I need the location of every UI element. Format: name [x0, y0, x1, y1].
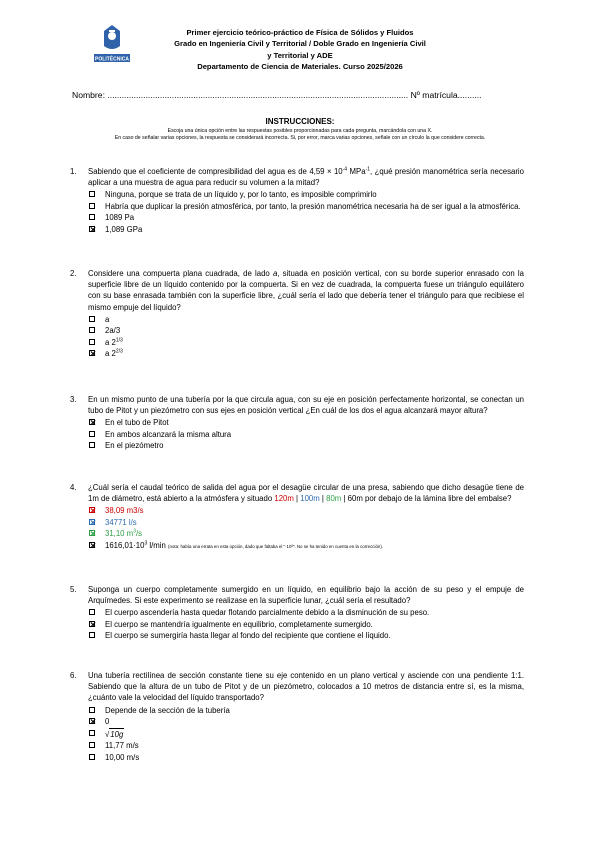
option-a[interactable]: 38,09 m3/s	[88, 505, 524, 517]
upm-logo	[90, 22, 134, 66]
option-b[interactable]: El cuerpo se mantendría igualmente en equilibrio, completamente sumergido.	[88, 619, 524, 631]
checkbox-checked[interactable]	[89, 621, 95, 627]
checkbox-checked[interactable]	[89, 507, 95, 513]
question-number: 5.	[70, 585, 77, 594]
question-number: 1.	[70, 167, 77, 176]
question-text: Suponga un cuerpo completamente sumergido en un líquido, en equilibrio bajo la acción de su peso y el empuje de Arquímedes. Si este experimento se realizase en la superficie lunar, ¿cuál sería el resultado?	[88, 585, 524, 606]
option-d[interactable]: $1616,01\cdot 10^3$ l/min (nota: había una errata en esta opción, dado que faltaba el "·10³". No se ha tenido en cuenta en la corrección).	[88, 540, 524, 553]
checkbox[interactable]	[89, 327, 95, 333]
question-text: En un mismo punto de una tubería por la que circula agua, con su eje en posición perfectamente horizontal, se conectan un tubo de Pitot y un piezómetro con sus ejes en posición vertical ¿En cuál de los dos el agua alcanzará mayor altura?	[88, 395, 524, 416]
option-e[interactable]: 10,00 m/s	[88, 752, 524, 764]
option-c[interactable]: 1089 Pa	[88, 212, 524, 224]
checkbox[interactable]	[89, 742, 95, 748]
question-text: Sabiendo que el coeficiente de compresibilidad del agua es de $4,59 \times 10^{-4}$ MPa$^{-1}$, ¿qué presión manométrica sería necesario aplicar a una muestra de agua para reducir su volumen a la mitad?	[88, 166, 525, 188]
option-d[interactable]: a $2^{2/3}$	[88, 348, 524, 360]
option-b[interactable]: En ambos alcanzará la misma altura	[88, 429, 524, 441]
question-text: Una tubería rectilínea de sección constante tiene su eje contenido en un plano vertical y asciende con una pendiente 1:1. Sabiendo que la altura de un tubo de Pitot y de un piezómetro, colocados a 10 metros de distancia entre sí, es la misma, ¿cuánto vale la velocidad del líquido transportado?	[88, 671, 524, 703]
checkbox[interactable]	[89, 707, 95, 713]
sqrt-radicand: 10g	[110, 729, 124, 739]
instructions-title: INSTRUCCIONES:	[265, 117, 335, 126]
question-2	[70, 268, 524, 360]
question-1	[70, 166, 525, 235]
checkbox[interactable]	[89, 431, 95, 437]
question-number: 4.	[70, 483, 77, 492]
checkbox-checked[interactable]	[89, 542, 95, 548]
nombre-matricula-line[interactable]: Nombre: .............................................................................................................................. Nº matrícula..........	[72, 90, 482, 100]
sqrt-symbol: √	[105, 729, 110, 739]
option-a[interactable]: Ninguna, porque se trata de un líquido y, por lo tanto, es imposible comprimirlo	[88, 189, 524, 201]
checkbox[interactable]	[89, 339, 95, 345]
option-d[interactable]: 11,77 m/s	[88, 740, 524, 752]
instructions-text	[70, 128, 530, 141]
option-c[interactable]: a $2^{1/3}$	[88, 337, 524, 349]
header-line-4: Departamento de Ciencia de Materiales. Curso 2025/2026	[197, 61, 403, 71]
checkbox[interactable]	[89, 609, 95, 615]
option-c[interactable]: En el piezómetro	[88, 440, 524, 452]
option-b[interactable]: 34771 l/s	[88, 517, 524, 529]
option-b[interactable]: 0	[88, 716, 524, 728]
document-header	[135, 27, 465, 72]
logo-text: POLITÉCNICA	[95, 56, 129, 63]
checkbox-checked[interactable]	[89, 530, 95, 536]
checkbox[interactable]	[89, 203, 95, 209]
option-a[interactable]: a	[88, 314, 524, 326]
checkbox[interactable]	[89, 754, 95, 760]
option-d[interactable]: 1,089 GPa	[88, 224, 524, 236]
question-4	[70, 482, 524, 552]
checkbox-checked[interactable]	[89, 519, 95, 525]
option-c[interactable]	[88, 728, 524, 741]
option-c[interactable]: 31,10 $m^3/s$	[88, 528, 524, 540]
checkbox[interactable]	[89, 442, 95, 448]
option-a[interactable]: El cuerpo ascendería hasta quedar flotando parcialmente debido a la disminución de su peso.	[88, 607, 524, 619]
question-number: 3.	[70, 395, 77, 404]
checkbox[interactable]	[89, 214, 95, 220]
option-c[interactable]: El cuerpo se sumergiría hasta llegar al fondo del recipiente que contiene el líquido.	[88, 630, 524, 642]
checkbox[interactable]	[89, 191, 95, 197]
checkbox-checked[interactable]	[89, 350, 95, 356]
option-a[interactable]: En el tubo de Pitot	[88, 417, 524, 429]
header-line-3: y Territorial y ADE	[267, 50, 333, 60]
checkbox[interactable]	[89, 632, 95, 638]
option-b[interactable]: 2a/3	[88, 325, 524, 337]
question-text: Considere una compuerta plana cuadrada, de lado a, situada en posición vertical, con su borde superior enrasado con la superficie libre de un líquido contenido por la compuerta. Si en vez de cuadrada, la compuerta fuese un triángulo equilátero con su base enrasada también con la superficie libre, ¿cuál sería el lado que debería tener el triángulo para que recibiese el mismo empuje del líquido?	[88, 269, 524, 312]
header-line-1: Primer ejercicio teórico-práctico de Física de Sólidos y Fluidos	[186, 28, 414, 37]
question-5	[70, 584, 524, 642]
question-number: 2.	[70, 269, 77, 278]
checkbox[interactable]	[89, 316, 95, 322]
question-6	[70, 670, 524, 763]
question-3	[70, 394, 524, 452]
question-number: 6.	[70, 671, 77, 680]
option-b[interactable]: Habría que duplicar la presión atmosférica, por tanto, la presión manométrica necesaria ha de ser igual a la atmosférica.	[88, 201, 524, 213]
checkbox-checked[interactable]	[89, 718, 95, 724]
checkbox-checked[interactable]	[89, 226, 95, 232]
question-text: ¿Cuál sería el caudal teórico de salida del agua por el desagüe circular de una presa, sabiendo que dicho desagüe tiene de 1m de diámetro, está abierto a la atmósfera y situado 120m | 100m | 80m | 60m por debajo de la lámina libre del embalse?	[88, 483, 524, 504]
instructions-line-2: En caso de señalar varias opciones, la respuesta se considerará incorrecta. Si, por error, marca varias opciones, señale con un círculo la que considere correcta.	[114, 134, 486, 141]
errata-note: (nota: había una errata en esta opción, dado que faltaba el "·10³". No se ha tenido en cuenta en la corrección).	[168, 543, 384, 549]
checkbox[interactable]	[89, 730, 95, 736]
instructions-line-1: Escoja una única opción entre las respuestas posibles proporcionadas para cada pregunta, marcándola con una X.	[167, 128, 433, 134]
checkbox-checked[interactable]	[89, 419, 95, 425]
option-a[interactable]: Depende de la sección de la tubería	[88, 705, 524, 717]
header-line-2: Grado en Ingeniería Civil y Territorial / Doble Grado en Ingeniería Civil	[174, 39, 426, 49]
